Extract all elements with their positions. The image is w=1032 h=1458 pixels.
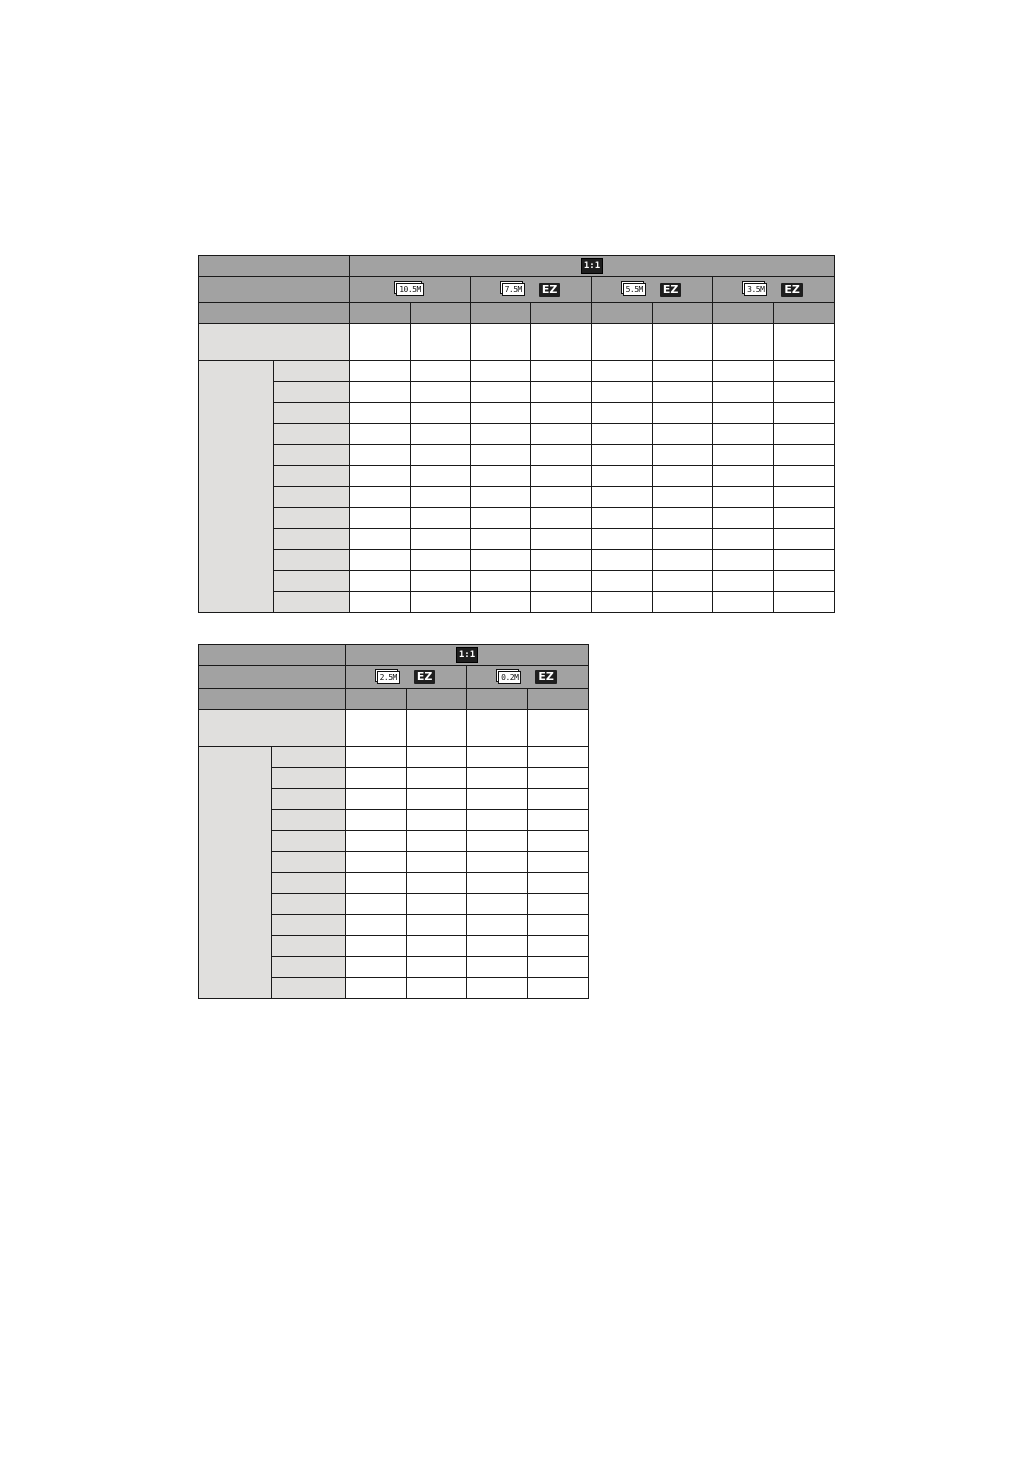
value-cell [411, 508, 471, 529]
table-1 [198, 255, 835, 613]
value-cell [471, 466, 531, 487]
capacity-label-cell [272, 873, 346, 894]
capacity-label-cell [272, 978, 346, 999]
value-cell [774, 529, 835, 550]
quality-row [199, 303, 835, 324]
picture-size-icon: 10.5M [396, 283, 424, 296]
value-cell [350, 550, 411, 571]
value-cell [528, 915, 589, 936]
table-row [199, 508, 835, 529]
picture-size-icon: 5.5M [623, 283, 646, 296]
value-cell [528, 710, 589, 747]
capacity-label-cell [272, 789, 346, 810]
value-cell [592, 466, 653, 487]
value-cell [407, 810, 467, 831]
value-cell [592, 571, 653, 592]
value-cell [407, 936, 467, 957]
value-cell [350, 424, 411, 445]
value-cell [350, 382, 411, 403]
value-cell [713, 445, 774, 466]
value-cell [471, 529, 531, 550]
quality-cell [471, 303, 531, 324]
value-cell [653, 508, 713, 529]
aspect-cell [346, 645, 589, 666]
value-cell [592, 487, 653, 508]
table-row [199, 487, 835, 508]
aspect-cell [350, 256, 835, 277]
value-cell [774, 466, 835, 487]
quality-cell [653, 303, 713, 324]
value-cell [467, 852, 528, 873]
card-group-label-cell [199, 747, 272, 999]
value-cell [346, 894, 407, 915]
value-cell [350, 571, 411, 592]
size-cell [350, 277, 471, 303]
value-cell [471, 571, 531, 592]
file-size-row [199, 324, 835, 361]
aspect-ratio-icon: 1:1 [456, 647, 478, 663]
value-cell [774, 361, 835, 382]
value-cell [592, 592, 653, 613]
value-cell [531, 592, 592, 613]
value-cell [653, 466, 713, 487]
value-cell [407, 831, 467, 852]
value-cell [531, 403, 592, 424]
value-cell [592, 445, 653, 466]
value-cell [653, 571, 713, 592]
quality-cell [774, 303, 835, 324]
value-cell [713, 361, 774, 382]
value-cell [407, 873, 467, 894]
header-label-cell [199, 645, 346, 666]
value-cell [592, 324, 653, 361]
value-cell [592, 361, 653, 382]
value-cell [528, 768, 589, 789]
value-cell [407, 978, 467, 999]
value-cell [528, 831, 589, 852]
table-2 [198, 644, 589, 999]
capacity-label-cell [274, 592, 350, 613]
value-cell [531, 529, 592, 550]
value-cell [653, 424, 713, 445]
value-cell [411, 592, 471, 613]
value-cell [713, 424, 774, 445]
value-cell [407, 747, 467, 768]
table-row [199, 747, 589, 768]
header-label-cell [199, 303, 350, 324]
capacity-label-cell [272, 810, 346, 831]
value-cell [774, 571, 835, 592]
file-size-row [199, 710, 589, 747]
capacity-label-cell [272, 915, 346, 936]
value-cell [774, 550, 835, 571]
value-cell [531, 487, 592, 508]
capacity-label-cell [272, 936, 346, 957]
header-label-cell [199, 277, 350, 303]
value-cell [713, 550, 774, 571]
value-cell [592, 550, 653, 571]
capacity-label-cell [272, 831, 346, 852]
extended-zoom-icon: EZ [781, 283, 803, 297]
value-cell [411, 424, 471, 445]
value-cell [407, 852, 467, 873]
value-cell [528, 747, 589, 768]
value-cell [467, 831, 528, 852]
value-cell [346, 852, 407, 873]
capacity-label-cell [272, 747, 346, 768]
value-cell [471, 403, 531, 424]
value-cell [774, 487, 835, 508]
aspect-ratio-icon: 1:1 [581, 258, 603, 274]
value-cell [713, 382, 774, 403]
value-cell [467, 978, 528, 999]
value-cell [528, 810, 589, 831]
value-cell [467, 789, 528, 810]
value-cell [471, 508, 531, 529]
value-cell [346, 978, 407, 999]
value-cell [471, 382, 531, 403]
value-cell [774, 424, 835, 445]
quality-row [199, 689, 589, 710]
capacity-label-cell [272, 852, 346, 873]
value-cell [350, 487, 411, 508]
value-cell [592, 508, 653, 529]
value-cell [713, 571, 774, 592]
value-cell [411, 529, 471, 550]
value-cell [346, 915, 407, 936]
value-cell [411, 382, 471, 403]
value-cell [471, 424, 531, 445]
capacity-label-cell [272, 768, 346, 789]
value-cell [467, 810, 528, 831]
value-cell [528, 789, 589, 810]
value-cell [713, 592, 774, 613]
capacity-label-cell [274, 550, 350, 571]
capacity-label-cell [274, 466, 350, 487]
value-cell [528, 978, 589, 999]
value-cell [411, 466, 471, 487]
value-cell [350, 324, 411, 361]
table-row [199, 592, 835, 613]
quality-cell [528, 689, 589, 710]
value-cell [471, 550, 531, 571]
value-cell [531, 466, 592, 487]
size-row [199, 277, 835, 303]
value-cell [713, 403, 774, 424]
value-cell [407, 768, 467, 789]
value-cell [471, 592, 531, 613]
file-size-label-cell [199, 710, 346, 747]
value-cell [346, 957, 407, 978]
value-cell [346, 810, 407, 831]
value-cell [411, 487, 471, 508]
value-cell [350, 592, 411, 613]
value-cell [467, 915, 528, 936]
quality-cell [350, 303, 411, 324]
capacity-label-cell [274, 424, 350, 445]
picture-size-icon: 2.5M [377, 671, 400, 684]
capacity-rows [199, 747, 589, 999]
value-cell [528, 957, 589, 978]
value-cell [346, 710, 407, 747]
capacity-rows [199, 361, 835, 613]
quality-cell [411, 303, 471, 324]
value-cell [531, 361, 592, 382]
value-cell [467, 894, 528, 915]
value-cell [653, 403, 713, 424]
value-cell [528, 936, 589, 957]
capacity-label-cell [274, 529, 350, 550]
capacity-label-cell [272, 957, 346, 978]
header-label-cell [199, 256, 350, 277]
value-cell [592, 424, 653, 445]
value-cell [531, 324, 592, 361]
value-cell [528, 894, 589, 915]
quality-cell [592, 303, 653, 324]
value-cell [471, 445, 531, 466]
value-cell [531, 382, 592, 403]
size-cell [471, 277, 592, 303]
quality-cell [346, 689, 407, 710]
value-cell [592, 382, 653, 403]
capacity-label-cell [274, 382, 350, 403]
value-cell [467, 768, 528, 789]
value-cell [350, 403, 411, 424]
table-row [199, 571, 835, 592]
value-cell [653, 324, 713, 361]
value-cell [653, 529, 713, 550]
value-cell [653, 361, 713, 382]
value-cell [471, 487, 531, 508]
value-cell [592, 529, 653, 550]
extended-zoom-icon: EZ [414, 670, 436, 684]
table-row [199, 403, 835, 424]
value-cell [467, 957, 528, 978]
value-cell [713, 487, 774, 508]
value-cell [713, 508, 774, 529]
value-cell [411, 324, 471, 361]
picture-size-icon: 0.2M [498, 671, 521, 684]
value-cell [350, 445, 411, 466]
quality-cell [713, 303, 774, 324]
value-cell [346, 831, 407, 852]
aspect-row [199, 645, 589, 666]
value-cell [531, 550, 592, 571]
value-cell [350, 361, 411, 382]
file-size-label-cell [199, 324, 350, 361]
value-cell [411, 445, 471, 466]
aspect-row [199, 256, 835, 277]
value-cell [467, 710, 528, 747]
value-cell [774, 445, 835, 466]
quality-cell [407, 689, 467, 710]
value-cell [346, 936, 407, 957]
quality-cell [467, 689, 528, 710]
size-cell [346, 666, 467, 689]
size-row [199, 666, 589, 689]
value-cell [531, 445, 592, 466]
table-row [199, 361, 835, 382]
value-cell [528, 873, 589, 894]
value-cell [346, 747, 407, 768]
value-cell [467, 873, 528, 894]
value-cell [713, 529, 774, 550]
value-cell [350, 466, 411, 487]
extended-zoom-icon: EZ [539, 283, 561, 297]
capacity-label-cell [274, 403, 350, 424]
value-cell [592, 403, 653, 424]
value-cell [407, 957, 467, 978]
extended-zoom-icon: EZ [660, 283, 682, 297]
value-cell [350, 508, 411, 529]
value-cell [531, 508, 592, 529]
value-cell [528, 852, 589, 873]
capacity-label-cell [272, 894, 346, 915]
value-cell [774, 592, 835, 613]
table-row [199, 529, 835, 550]
value-cell [411, 571, 471, 592]
capacity-label-cell [274, 487, 350, 508]
card-group-label-cell [199, 361, 274, 613]
quality-cell [531, 303, 592, 324]
table-row [199, 382, 835, 403]
capacity-label-cell [274, 361, 350, 382]
table-row [199, 424, 835, 445]
value-cell [653, 487, 713, 508]
value-cell [407, 894, 467, 915]
value-cell [531, 424, 592, 445]
value-cell [346, 789, 407, 810]
value-cell [467, 936, 528, 957]
value-cell [774, 324, 835, 361]
value-cell [407, 915, 467, 936]
size-cell [713, 277, 835, 303]
picture-size-icon: 3.5M [744, 283, 767, 296]
value-cell [653, 550, 713, 571]
value-cell [471, 324, 531, 361]
value-cell [411, 550, 471, 571]
value-cell [653, 445, 713, 466]
value-cell [653, 592, 713, 613]
picture-size-icon: 7.5M [502, 283, 525, 296]
table-row [199, 466, 835, 487]
header-label-cell [199, 666, 346, 689]
value-cell [774, 403, 835, 424]
capacity-label-cell [274, 445, 350, 466]
header-label-cell [199, 689, 346, 710]
table-row [199, 445, 835, 466]
value-cell [774, 382, 835, 403]
capacity-label-cell [274, 571, 350, 592]
value-cell [653, 382, 713, 403]
value-cell [346, 873, 407, 894]
value-cell [346, 768, 407, 789]
table-row [199, 550, 835, 571]
value-cell [350, 529, 411, 550]
value-cell [774, 508, 835, 529]
value-cell [407, 789, 467, 810]
size-cell [592, 277, 713, 303]
value-cell [471, 361, 531, 382]
value-cell [411, 361, 471, 382]
size-cell [467, 666, 589, 689]
value-cell [407, 710, 467, 747]
value-cell [467, 747, 528, 768]
value-cell [713, 466, 774, 487]
extended-zoom-icon: EZ [535, 670, 557, 684]
capacity-label-cell [274, 508, 350, 529]
value-cell [713, 324, 774, 361]
value-cell [531, 571, 592, 592]
value-cell [411, 403, 471, 424]
